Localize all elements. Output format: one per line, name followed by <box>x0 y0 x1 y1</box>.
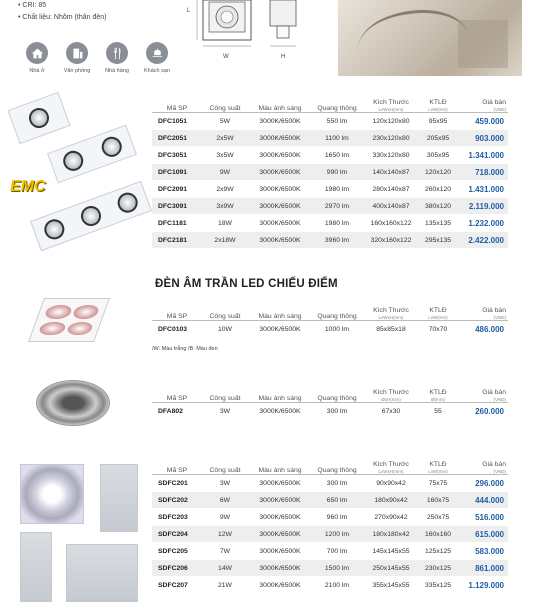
color-note: /W: Màu trắng /B: Màu đen <box>152 346 218 352</box>
product-image-sdfc206 <box>66 544 138 602</box>
cell-color: 3000K/6500K <box>248 509 312 526</box>
col-price: Giá bán (VNĐ) <box>482 307 506 320</box>
cell-cut: 230x125 <box>420 560 456 577</box>
cell-size: 320x160x122 <box>362 232 420 249</box>
cell-color: 3000K/6500K <box>248 560 312 577</box>
cell-code: SDFC206 <box>152 560 202 577</box>
cell-cut: 55 <box>420 403 456 420</box>
cell-code: DFA802 <box>152 403 202 420</box>
col-cut: KTLĐ Ø(mm) <box>429 389 447 402</box>
cell-cut: 135x135 <box>420 215 456 232</box>
cell-cut: 295x135 <box>420 232 456 249</box>
cell-size: 85x85x18 <box>362 321 420 338</box>
label-w: W <box>223 54 229 60</box>
cell-code: DFC3091 <box>152 198 202 215</box>
cell-lumen: 3960 lm <box>312 232 362 249</box>
col-code: Mã SP <box>166 395 188 402</box>
restaurant-icon <box>111 47 124 60</box>
spec-material: • Chất liệu: Nhôm (thân đèn) <box>18 12 106 24</box>
col-cut: KTLĐ LxW(mm) <box>428 99 448 112</box>
table-row <box>152 509 508 526</box>
col-price: Giá bán (VNĐ) <box>482 99 506 112</box>
cell-size: 355x145x55 <box>362 577 420 594</box>
cell-power: 5W <box>202 113 248 130</box>
table-dfc0103 <box>152 300 508 338</box>
cell-code: SDFC203 <box>152 509 202 526</box>
table-row <box>152 321 508 338</box>
cell-size: 160x160x122 <box>362 215 420 232</box>
spec-cri: • CRI: 85 <box>18 0 106 12</box>
cell-price: 583.000 <box>456 543 508 560</box>
hotel-icon <box>151 47 164 60</box>
cell-price: 1.232.000 <box>456 215 508 232</box>
cell-price: 2.119.000 <box>456 198 508 215</box>
cell-lumen: 990 lm <box>312 164 362 181</box>
cell-lumen: 1650 lm <box>312 147 362 164</box>
table-row <box>152 577 508 594</box>
cell-power: 18W <box>202 215 248 232</box>
cell-price: 718.000 <box>456 164 508 181</box>
cell-cut: 250x75 <box>420 509 456 526</box>
cell-lumen: 1980 lm <box>312 181 362 198</box>
label-l: L <box>187 8 191 14</box>
cell-price: 2.422.000 <box>456 232 508 249</box>
col-cut: KTLĐ LxW(mm) <box>428 307 448 320</box>
emc-logo: EMC <box>10 178 46 195</box>
cell-code: DFC2051 <box>152 130 202 147</box>
cell-cut: 160x160 <box>420 526 456 543</box>
cell-size: 180x180x42 <box>362 526 420 543</box>
product-image-dfa802 <box>36 380 108 428</box>
cell-code: DFC1051 <box>152 113 202 130</box>
col-power: Công suất <box>209 395 241 402</box>
cell-code: SDFC201 <box>152 475 202 492</box>
cell-code: SDFC204 <box>152 526 202 543</box>
cell-price: 1.431.000 <box>456 181 508 198</box>
product-image-triple <box>32 200 148 230</box>
cell-cut: 120x120 <box>420 164 456 181</box>
cell-lumen: 2100 lm <box>312 577 362 594</box>
cell-color: 3000K/6500K <box>248 198 312 215</box>
col-size: Kích Thước LxWxH(mm) <box>373 307 409 320</box>
table-row <box>152 215 508 232</box>
cell-color: 3000K/6500K <box>248 403 312 420</box>
table-row <box>152 113 508 130</box>
cell-size: 280x140x87 <box>362 181 420 198</box>
cell-price: 459.000 <box>456 113 508 130</box>
col-color: Màu ánh sáng <box>258 313 302 320</box>
cell-power: 2x18W <box>202 232 248 249</box>
cell-power: 3x5W <box>202 147 248 164</box>
cell-lumen: 2970 lm <box>312 198 362 215</box>
cell-code: SDFC205 <box>152 543 202 560</box>
cell-lumen: 1500 lm <box>312 560 362 577</box>
cell-power: 9W <box>202 509 248 526</box>
cell-color: 3000K/6500K <box>248 475 312 492</box>
col-lumen: Quang thông <box>317 105 357 112</box>
dimension-diagram <box>185 0 315 62</box>
col-power: Công suất <box>209 105 241 112</box>
table-sdfc <box>152 454 508 594</box>
col-color: Màu ánh sáng <box>258 105 302 112</box>
cell-size: 270x90x42 <box>362 509 420 526</box>
cell-price: 296.000 <box>456 475 508 492</box>
usage-home: Nhà ở <box>22 42 52 74</box>
cell-power: 2x9W <box>202 181 248 198</box>
cell-code: SDFC202 <box>152 492 202 509</box>
table-row <box>152 492 508 509</box>
cell-color: 3000K/6500K <box>248 526 312 543</box>
usage-icons <box>22 42 172 74</box>
cell-lumen: 300 lm <box>312 475 362 492</box>
cell-price: 861.000 <box>456 560 508 577</box>
spec-list <box>18 0 106 24</box>
section-title: ĐÈN ÂM TRẦN LED CHIẾU ĐIỂM <box>155 278 338 290</box>
col-lumen: Quang thông <box>317 395 357 402</box>
cell-size: 180x90x42 <box>362 492 420 509</box>
table-row <box>152 560 508 577</box>
usage-hotel: Khách sạn <box>142 42 172 74</box>
cell-size: 400x140x87 <box>362 198 420 215</box>
cell-power: 9W <box>202 164 248 181</box>
cell-color: 3000K/6500K <box>248 215 312 232</box>
table-row <box>152 147 508 164</box>
cell-price: 903.000 <box>456 130 508 147</box>
table-dfc <box>152 92 508 249</box>
cell-code: DFC1091 <box>152 164 202 181</box>
col-color: Màu ánh sáng <box>258 467 302 474</box>
cell-lumen: 700 lm <box>312 543 362 560</box>
cell-power: 21W <box>202 577 248 594</box>
col-code: Mã SP <box>166 467 188 474</box>
product-image-sdfc203 <box>20 532 52 602</box>
cell-price: 1.341.000 <box>456 147 508 164</box>
cell-size: 67x30 <box>362 403 420 420</box>
cell-price: 486.000 <box>456 321 508 338</box>
cell-cut: 70x70 <box>420 321 456 338</box>
table-row <box>152 526 508 543</box>
cell-cut: 95x95 <box>420 113 456 130</box>
cell-color: 3000K/6500K <box>248 232 312 249</box>
house-icon <box>31 47 44 60</box>
cell-price: 260.000 <box>456 403 508 420</box>
col-size: Kích Thước ØxH(mm) <box>373 389 409 402</box>
table-row <box>152 198 508 215</box>
cell-color: 3000K/6500K <box>248 577 312 594</box>
col-power: Công suất <box>209 313 241 320</box>
table-row <box>152 403 508 420</box>
cell-code: DFC0103 <box>152 321 202 338</box>
cell-color: 3000K/6500K <box>248 164 312 181</box>
cell-code: DFC2181 <box>152 232 202 249</box>
cell-lumen: 960 lm <box>312 509 362 526</box>
cell-size: 120x120x80 <box>362 113 420 130</box>
cell-cut: 380x120 <box>420 198 456 215</box>
cell-lumen: 1200 lm <box>312 526 362 543</box>
cell-color: 3000K/6500K <box>248 147 312 164</box>
cell-power: 10W <box>202 321 248 338</box>
product-image-sdfc201 <box>20 464 84 524</box>
product-image-dfc0103 <box>36 298 102 342</box>
cell-power: 6W <box>202 492 248 509</box>
cell-size: 250x145x55 <box>362 560 420 577</box>
cell-power: 14W <box>202 560 248 577</box>
cell-lumen: 1100 lm <box>312 130 362 147</box>
table-row <box>152 232 508 249</box>
col-price: Giá bán (VNĐ) <box>482 389 506 402</box>
cell-color: 3000K/6500K <box>248 113 312 130</box>
cell-cut: 125x125 <box>420 543 456 560</box>
cell-code: DFC2091 <box>152 181 202 198</box>
cell-size: 145x145x55 <box>362 543 420 560</box>
cell-color: 3000K/6500K <box>248 130 312 147</box>
cell-price: 444.000 <box>456 492 508 509</box>
cell-cut: 160x75 <box>420 492 456 509</box>
cell-power: 3x9W <box>202 198 248 215</box>
col-color: Màu ánh sáng <box>258 395 302 402</box>
col-code: Mã SP <box>166 105 188 112</box>
cell-size: 90x90x42 <box>362 475 420 492</box>
cell-color: 3000K/6500K <box>248 321 312 338</box>
cell-lumen: 550 lm <box>312 113 362 130</box>
table-row <box>152 475 508 492</box>
col-lumen: Quang thông <box>317 467 357 474</box>
office-icon <box>71 47 84 60</box>
cell-size: 330x120x80 <box>362 147 420 164</box>
cell-power: 3W <box>202 403 248 420</box>
cell-cut: 335x125 <box>420 577 456 594</box>
cell-price: 1.129.000 <box>456 577 508 594</box>
product-image-sdfc202 <box>100 464 138 532</box>
cell-power: 2x5W <box>202 130 248 147</box>
interior-photo <box>338 0 522 76</box>
cell-lumen: 1000 lm <box>312 321 362 338</box>
col-power: Công suất <box>209 467 241 474</box>
cell-lumen: 300 lm <box>312 403 362 420</box>
cell-price: 615.000 <box>456 526 508 543</box>
table-dfa802 <box>152 382 508 420</box>
label-h: H <box>281 54 286 60</box>
cell-color: 3000K/6500K <box>248 181 312 198</box>
table-row <box>152 164 508 181</box>
usage-restaurant: Nhà hàng <box>102 42 132 74</box>
col-code: Mã SP <box>166 313 188 320</box>
cell-lumen: 1980 lm <box>312 215 362 232</box>
col-price: Giá bán (VNĐ) <box>482 461 506 474</box>
cell-price: 516.000 <box>456 509 508 526</box>
col-lumen: Quang thông <box>317 313 357 320</box>
cell-power: 12W <box>202 526 248 543</box>
col-cut: KTLĐ LxW(mm) <box>428 461 448 474</box>
cell-power: 7W <box>202 543 248 560</box>
cell-power: 3W <box>202 475 248 492</box>
col-size: Kích Thước LxWxH(mm) <box>373 99 409 112</box>
cell-color: 3000K/6500K <box>248 492 312 509</box>
table-row <box>152 181 508 198</box>
cell-cut: 75x75 <box>420 475 456 492</box>
product-image-double <box>50 138 132 168</box>
product-image-single <box>12 100 64 134</box>
cell-code: DFC1181 <box>152 215 202 232</box>
table-row <box>152 543 508 560</box>
cell-code: SDFC207 <box>152 577 202 594</box>
cell-size: 140x140x87 <box>362 164 420 181</box>
cell-color: 3000K/6500K <box>248 543 312 560</box>
cell-cut: 260x120 <box>420 181 456 198</box>
cell-cut: 205x95 <box>420 130 456 147</box>
cell-size: 230x120x80 <box>362 130 420 147</box>
usage-office: Văn phòng <box>62 42 92 74</box>
table-row <box>152 130 508 147</box>
cell-code: DFC3051 <box>152 147 202 164</box>
cell-cut: 305x95 <box>420 147 456 164</box>
cell-lumen: 650 lm <box>312 492 362 509</box>
col-size: Kích Thước LxWxH(mm) <box>373 461 409 474</box>
